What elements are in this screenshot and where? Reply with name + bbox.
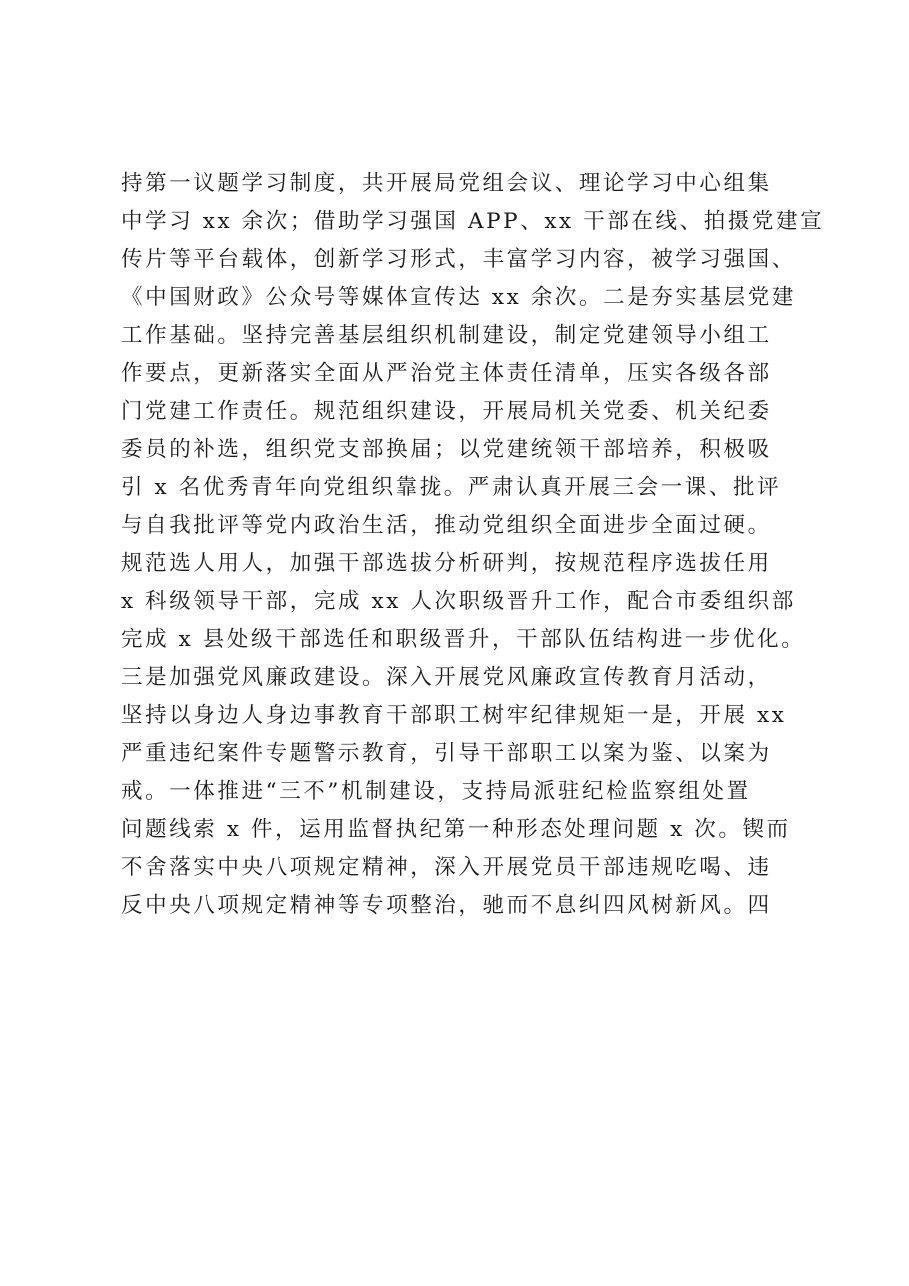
text-line: 问题线索 x 件，运用监督执纪第一种形态处理问题 x 次。锲而 xyxy=(121,817,791,842)
body-text xyxy=(121,165,825,925)
text-line: 作要点，更新落实全面从严治党主体责任清单，压实各级各部 xyxy=(121,361,772,386)
text-line: 传片等平台载体，创新学习形式，丰富学习内容，被学习强国、 xyxy=(121,247,796,272)
text-line: x 科级领导干部，完成 xx 人次职级晋升工作，配合市委组织部 xyxy=(121,589,796,614)
text-line: 委员的补选，组织党支部换届；以党建统领干部培养，积极吸 xyxy=(121,437,772,462)
text-line: 戒。一体推进“三不”机制建设，支持局派驻纪检监察组处置 xyxy=(121,779,751,804)
text-line: 严重违纪案件专题警示教育，引导干部职工以案为鉴、以案为 xyxy=(121,741,772,766)
text-line: 坚持以身边人身边事教育干部职工树牢纪律规矩一是，开展 xx xyxy=(121,703,787,728)
text-line: 与自我批评等党内政治生活，推动党组织全面进步全面过硬。 xyxy=(121,513,772,538)
text-line: 引 x 名优秀青年向党组织靠拢。严肃认真开展三会一课、批评 xyxy=(121,475,782,500)
text-line: 门党建工作责任。规范组织建设，开展局机关党委、机关纪委 xyxy=(121,399,772,424)
text-line: 规范选人用人，加强干部选拔分析研判，按规范程序选拔任用 xyxy=(121,551,772,576)
text-line: 不舍落实中央八项规定精神，深入开展党员干部违规吃喝、违 xyxy=(121,855,772,880)
text-line: 完成 x 县处级干部选任和职级晋升，干部队伍结构进一步优化。 xyxy=(121,627,806,652)
text-line: 持第一议题学习制度，共开展局党组会议、理论学习中心组集 xyxy=(121,171,772,196)
text-line: 《中国财政》公众号等媒体宣传达 xx 余次。二是夯实基层党建 xyxy=(121,285,796,310)
text-line: 反中央八项规定精神等专项整治，驰而不息纠四风树新风。四 xyxy=(121,893,772,918)
text-line: 工作基础。坚持完善基层组织机制建设，制定党建领导小组工 xyxy=(121,323,772,348)
text-line: 中学习 xx 余次；借助学习强国 APP、xx 干部在线、拍摄党建宣 xyxy=(121,209,825,234)
text-line: 三是加强党风廉政建设。深入开展党风廉政宣传教育月活动， xyxy=(121,665,772,690)
